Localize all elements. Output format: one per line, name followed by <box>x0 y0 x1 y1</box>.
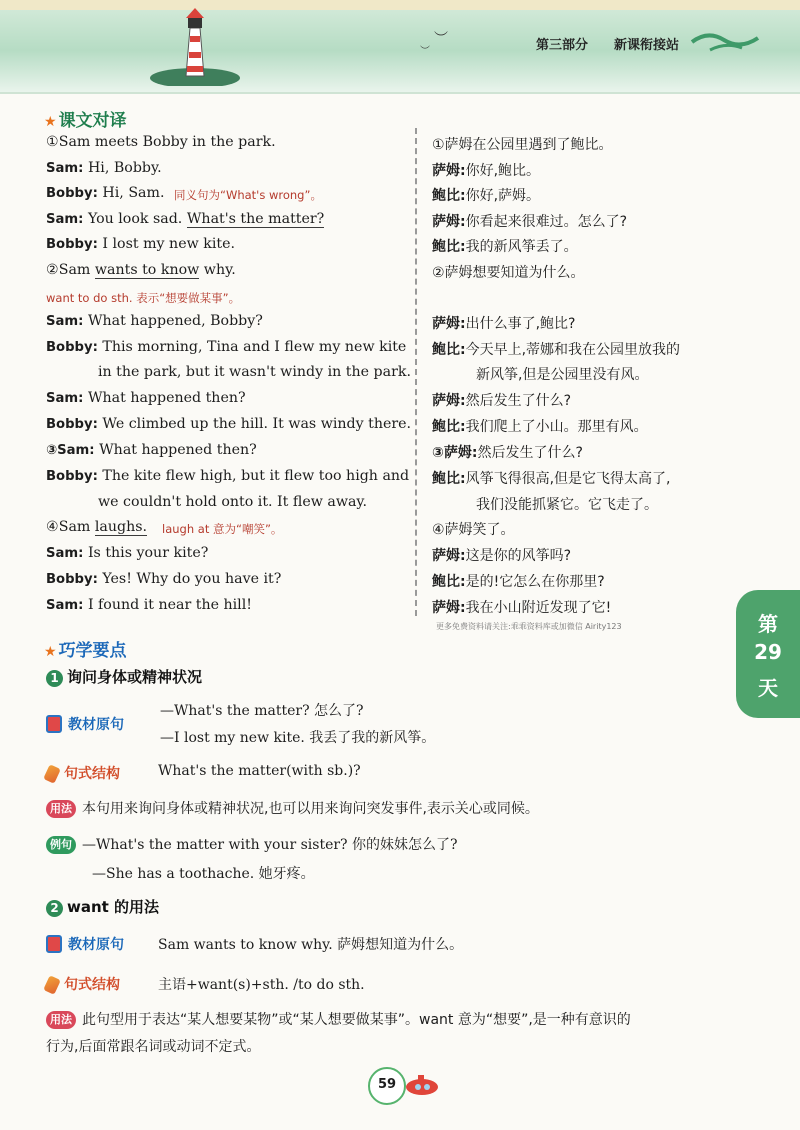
example-line: 例句 —What's the matter with your sister? 你的妹妹怎么了? <box>46 834 458 854</box>
dialog-en-line: ③Sam: What happened then? <box>46 442 257 458</box>
point-title: 2 want 的用法 <box>46 896 159 917</box>
usage-badge: 用法 <box>46 1011 76 1029</box>
usage-badge: 用法 <box>46 800 76 818</box>
handwritten-note: 同义句为“What's wrong”。 <box>174 188 322 202</box>
dialog-en-line: Sam: Is this your kite? <box>46 545 209 561</box>
dialog-zh-line: 萨姆:你好,鲍比。 <box>432 163 541 179</box>
handwritten-note: want to do sth. 表示“想要做某事”。 <box>46 291 241 305</box>
usage-line: 用法 此句型用于表达“某人想要某物”或“某人想要做某事”。want 意为“想要”,是一种有意识的 <box>46 1009 631 1029</box>
bird-icon: ︶ <box>420 46 430 57</box>
structure-tag: 句式结构 <box>46 763 120 783</box>
dialog-en-line: ②Sam wants to know why. <box>46 262 236 278</box>
bird-icon: ︶ <box>434 31 448 47</box>
course-label: 新课衔接站 <box>614 38 680 53</box>
day-tab-char: 天 <box>758 676 778 700</box>
dialog-zh-line: 萨姆:然后发生了什么? <box>432 393 572 409</box>
dialog-en-line: Bobby: We climbed up the hill. It was windy there. <box>46 416 412 432</box>
dialog-en-line: Bobby: The kite flew high, but it flew too high and <box>46 468 410 484</box>
textbook-tag: 教材原句 <box>46 934 124 954</box>
dialog-zh-line: 鲍比:我们爬上了小山。那里有风。 <box>432 419 648 435</box>
day-tab-number: 29 <box>754 640 782 664</box>
point-title: 1 询问身体或精神状况 <box>46 666 202 687</box>
star-icon: ★ <box>44 114 57 130</box>
dialog-en-line: Sam: What happened then? <box>46 390 246 406</box>
example-line: —She has a toothache. 她牙疼。 <box>92 866 315 882</box>
dialog-zh-line: 萨姆:我在小山附近发现了它! <box>432 600 612 616</box>
column-divider <box>415 128 417 616</box>
dialog-en-line: ④Sam laughs. <box>46 519 148 535</box>
dialog-zh-line: ②萨姆想要知道为什么。 <box>432 265 585 281</box>
submarine-icon <box>398 1072 440 1096</box>
header-stripe <box>0 0 800 10</box>
textbook-sentence: —I lost my new kite. 我丢了我的新风筝。 <box>160 730 436 746</box>
structure-text: 主语+want(s)+sth. /to do sth. <box>158 977 365 993</box>
handwritten-note: laugh at 意为“嘲笑”。 <box>162 522 283 536</box>
dialog-en-line: Sam: I found it near the hill! <box>46 597 252 613</box>
dialog-zh-line: 萨姆:这是你的风筝吗? <box>432 548 572 564</box>
dialog-zh-line: ①萨姆在公园里遇到了鲍比。 <box>432 137 613 153</box>
pencil-icon <box>43 975 61 995</box>
day-tab-char: 第 <box>758 612 778 636</box>
structure-text: What's the matter(with sb.)? <box>158 763 361 779</box>
section-title-translation: ★ 课文对译 <box>44 111 127 131</box>
dialog-zh-line: 新风筝,但是公园里没有风。 <box>476 367 649 383</box>
textbook-tag: 教材原句 <box>46 714 124 734</box>
dialog-zh-line: ③萨姆:然后发生了什么? <box>432 445 583 461</box>
usage-line: 行为,后面常跟名词或动词不定式。 <box>46 1039 261 1055</box>
dialog-zh-line: 我们没能抓紧它。它飞走了。 <box>476 497 658 513</box>
usage-line: 用法 本句用来询问身体或精神状况,也可以用来询问突发事件,表示关心或同候。 <box>46 798 539 818</box>
dialog-en-line: Bobby: This morning, Tina and I flew my new kite <box>46 339 407 355</box>
watermark-text: 更多免费资料请关注:乖乖资料库或加微信 Airity123 <box>436 622 622 631</box>
book-icon <box>46 715 62 733</box>
dialog-zh-line: 鲍比:我的新风筝丢了。 <box>432 239 578 255</box>
dialog-en-line: ①Sam meets Bobby in the park. <box>46 134 276 150</box>
dialog-zh-line: 鲍比:是的!它怎么在你那里? <box>432 574 605 590</box>
part-label: 第三部分 <box>536 38 589 53</box>
dialog-en-line: Sam: Hi, Bobby. <box>46 160 162 176</box>
dialog-zh-line: 鲍比:你好,萨姆。 <box>432 188 541 204</box>
page-header <box>0 0 800 94</box>
textbook-sentence: Sam wants to know why. 萨姆想知道为什么。 <box>158 937 464 953</box>
dialog-zh-line: ④萨姆笑了。 <box>432 522 515 538</box>
dialog-zh-line: 鲍比:今天早上,蒂娜和我在公园里放我的 <box>432 342 681 358</box>
page-number: 59 <box>368 1067 406 1105</box>
dialog-en-line: in the park, but it wasn't windy in the park. <box>98 364 411 380</box>
dialog-en-line: Bobby: Yes! Why do you have it? <box>46 571 282 587</box>
dialog-en-line: Sam: What happened, Bobby? <box>46 313 263 329</box>
section-title-key-points: ★ 巧学要点 <box>44 641 127 661</box>
day-tab <box>736 590 800 718</box>
dialog-en-line: we couldn't hold onto it. It flew away. <box>98 494 368 510</box>
pencil-icon <box>43 764 61 784</box>
example-badge: 例句 <box>46 836 76 854</box>
lighthouse-icon <box>150 6 240 86</box>
number-badge: 1 <box>46 670 63 687</box>
dialog-en-line: Sam: You look sad. What's the matter? <box>46 211 325 227</box>
dialog-en-line: Bobby: Hi, Sam. <box>46 185 165 201</box>
wave-icon <box>690 28 760 52</box>
dialog-zh-line: 萨姆:你看起来很难过。怎么了? <box>432 214 628 230</box>
dialog-zh-line: 鲍比:风筝飞得很高,但是它飞得太高了, <box>432 471 671 487</box>
dialog-zh-line: 萨姆:出什么事了,鲍比? <box>432 316 576 332</box>
star-icon: ★ <box>44 644 57 660</box>
book-icon <box>46 935 62 953</box>
dialog-en-line: Bobby: I lost my new kite. <box>46 236 235 252</box>
number-badge: 2 <box>46 900 63 917</box>
textbook-sentence: —What's the matter? 怎么了? <box>160 703 364 719</box>
structure-tag: 句式结构 <box>46 974 120 994</box>
